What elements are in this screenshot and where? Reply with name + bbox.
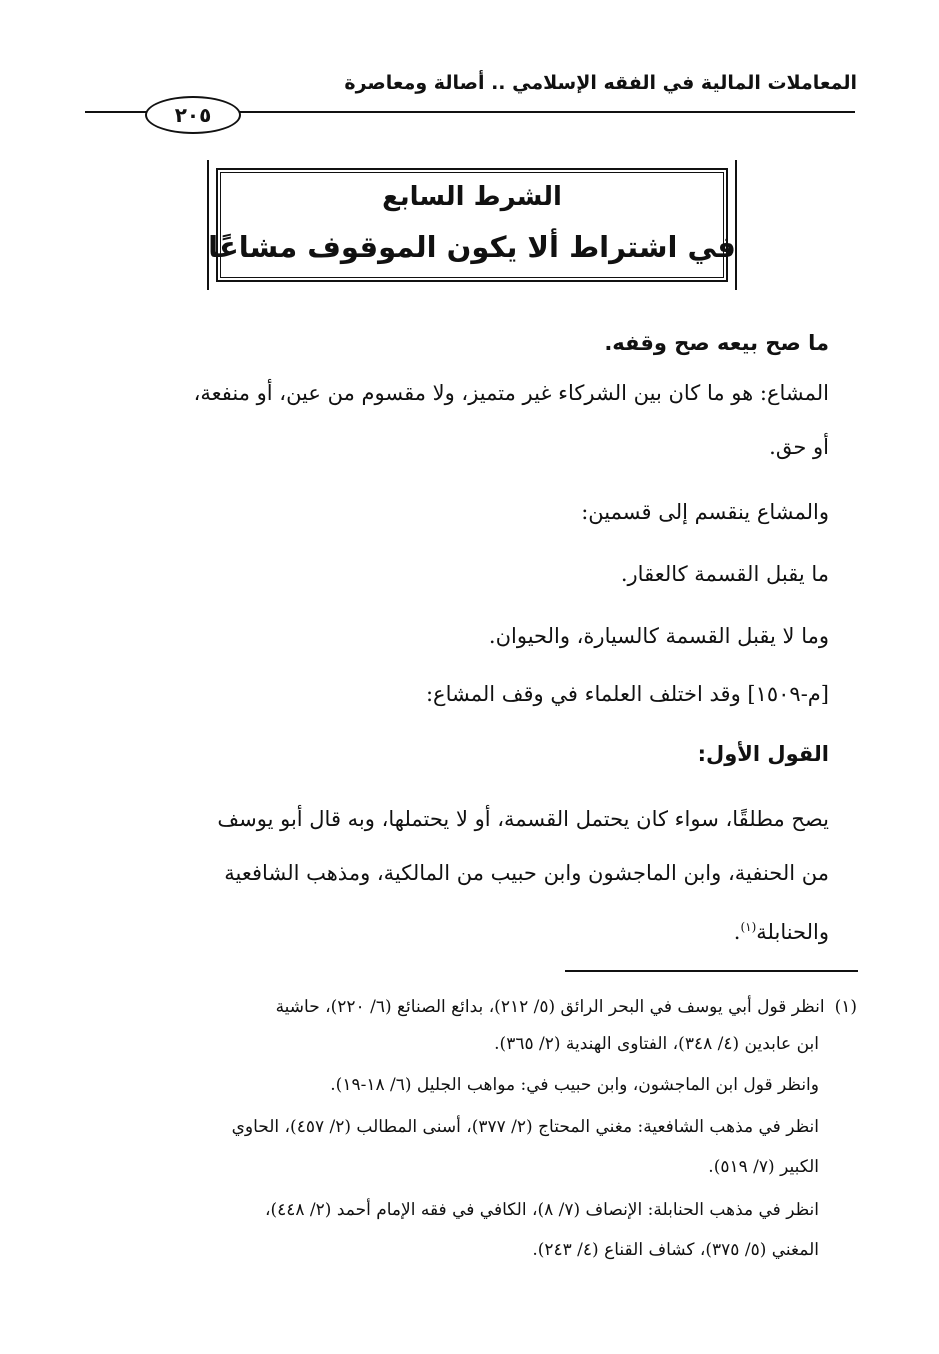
section-title-line-1: الشرط السابع <box>382 182 562 212</box>
opinion-text-end: . <box>733 920 741 944</box>
section-title-box <box>207 160 737 290</box>
running-header-title: المعاملات المالية في الفقه الإسلامي .. أصالة ومعاصرة <box>344 72 857 94</box>
opinion-text-line-3-text: والحنابلة <box>756 920 829 944</box>
paragraph-rule: ما صح بيعه صح وقفه. <box>604 331 829 355</box>
issue-statement: [م-١٥٠٩] وقد اختلف العلماء في وقف المشاع: <box>425 682 829 706</box>
definition-line-2: أو حق. <box>769 435 829 459</box>
footnote-2: وانظر قول ابن الماجشون، وابن حبيب في: مواهب الجليل (٦/ ١٨-١٩). <box>330 1075 819 1095</box>
footnote-3-line-2: الكبير (٧/ ٥١٩). <box>708 1157 819 1177</box>
opinion-text-line-2: من الحنفية، وابن الماجشون وابن حبيب من المالكية، ومذهب الشافعية <box>224 861 829 885</box>
footnote-1-line-1-text: انظر قول أبي يوسف في البحر الرائق (٥/ ٢١٢)، بدائع الصنائع (٦/ ٢٢٠)، حاشية <box>275 997 825 1017</box>
section-title-line-2: في اشتراط ألا يكون الموقوف مشاعًا <box>208 230 736 264</box>
division-item-2: وما لا يقبل القسمة كالسيارة، والحيوان. <box>488 624 829 648</box>
footnote-4-line-2: المغني (٥/ ٣٧٥)، كشاف القناع (٤/ ٢٤٣). <box>532 1240 819 1260</box>
footnote-4-line-1: انظر في مذهب الحنابلة: الإنصاف (٧/ ٨)، الكافي في فقه الإمام أحمد (٢/ ٤٤٨)، <box>264 1200 819 1220</box>
footnote-divider <box>565 970 858 972</box>
footnote-1-line-1 <box>87 990 857 1024</box>
first-opinion-heading: القول الأول: <box>697 742 829 766</box>
footnote-1-line-2: ابن عابدين (٤/ ٣٤٨)، الفتاوى الهندية (٢/ ٣٦٥). <box>494 1034 819 1054</box>
division-item-1: ما يقبل القسمة كالعقار. <box>620 562 829 586</box>
page-number-badge: ٢٠٥ <box>145 96 241 134</box>
opinion-text-line-3 <box>89 900 829 959</box>
division-intro: والمشاع ينقسم إلى قسمين: <box>581 500 829 524</box>
footnote-ref: (١) <box>740 920 757 934</box>
opinion-text-line-1: يصح مطلقًا، سواء كان يحتمل القسمة، أو لا يحتملها، وبه قال أبو يوسف <box>217 807 829 831</box>
footnote-number: (١) <box>834 997 857 1017</box>
definition-line-1: المشاع: هو ما كان بين الشركاء غير متميز، ولا مقسوم من عين، أو منفعة، <box>193 381 829 405</box>
footnote-3-line-1: انظر في مذهب الشافعية: مغني المحتاج (٢/ ٣٧٧)، أسنى المطالب (٢/ ٤٥٧)، الحاوي <box>231 1117 819 1137</box>
